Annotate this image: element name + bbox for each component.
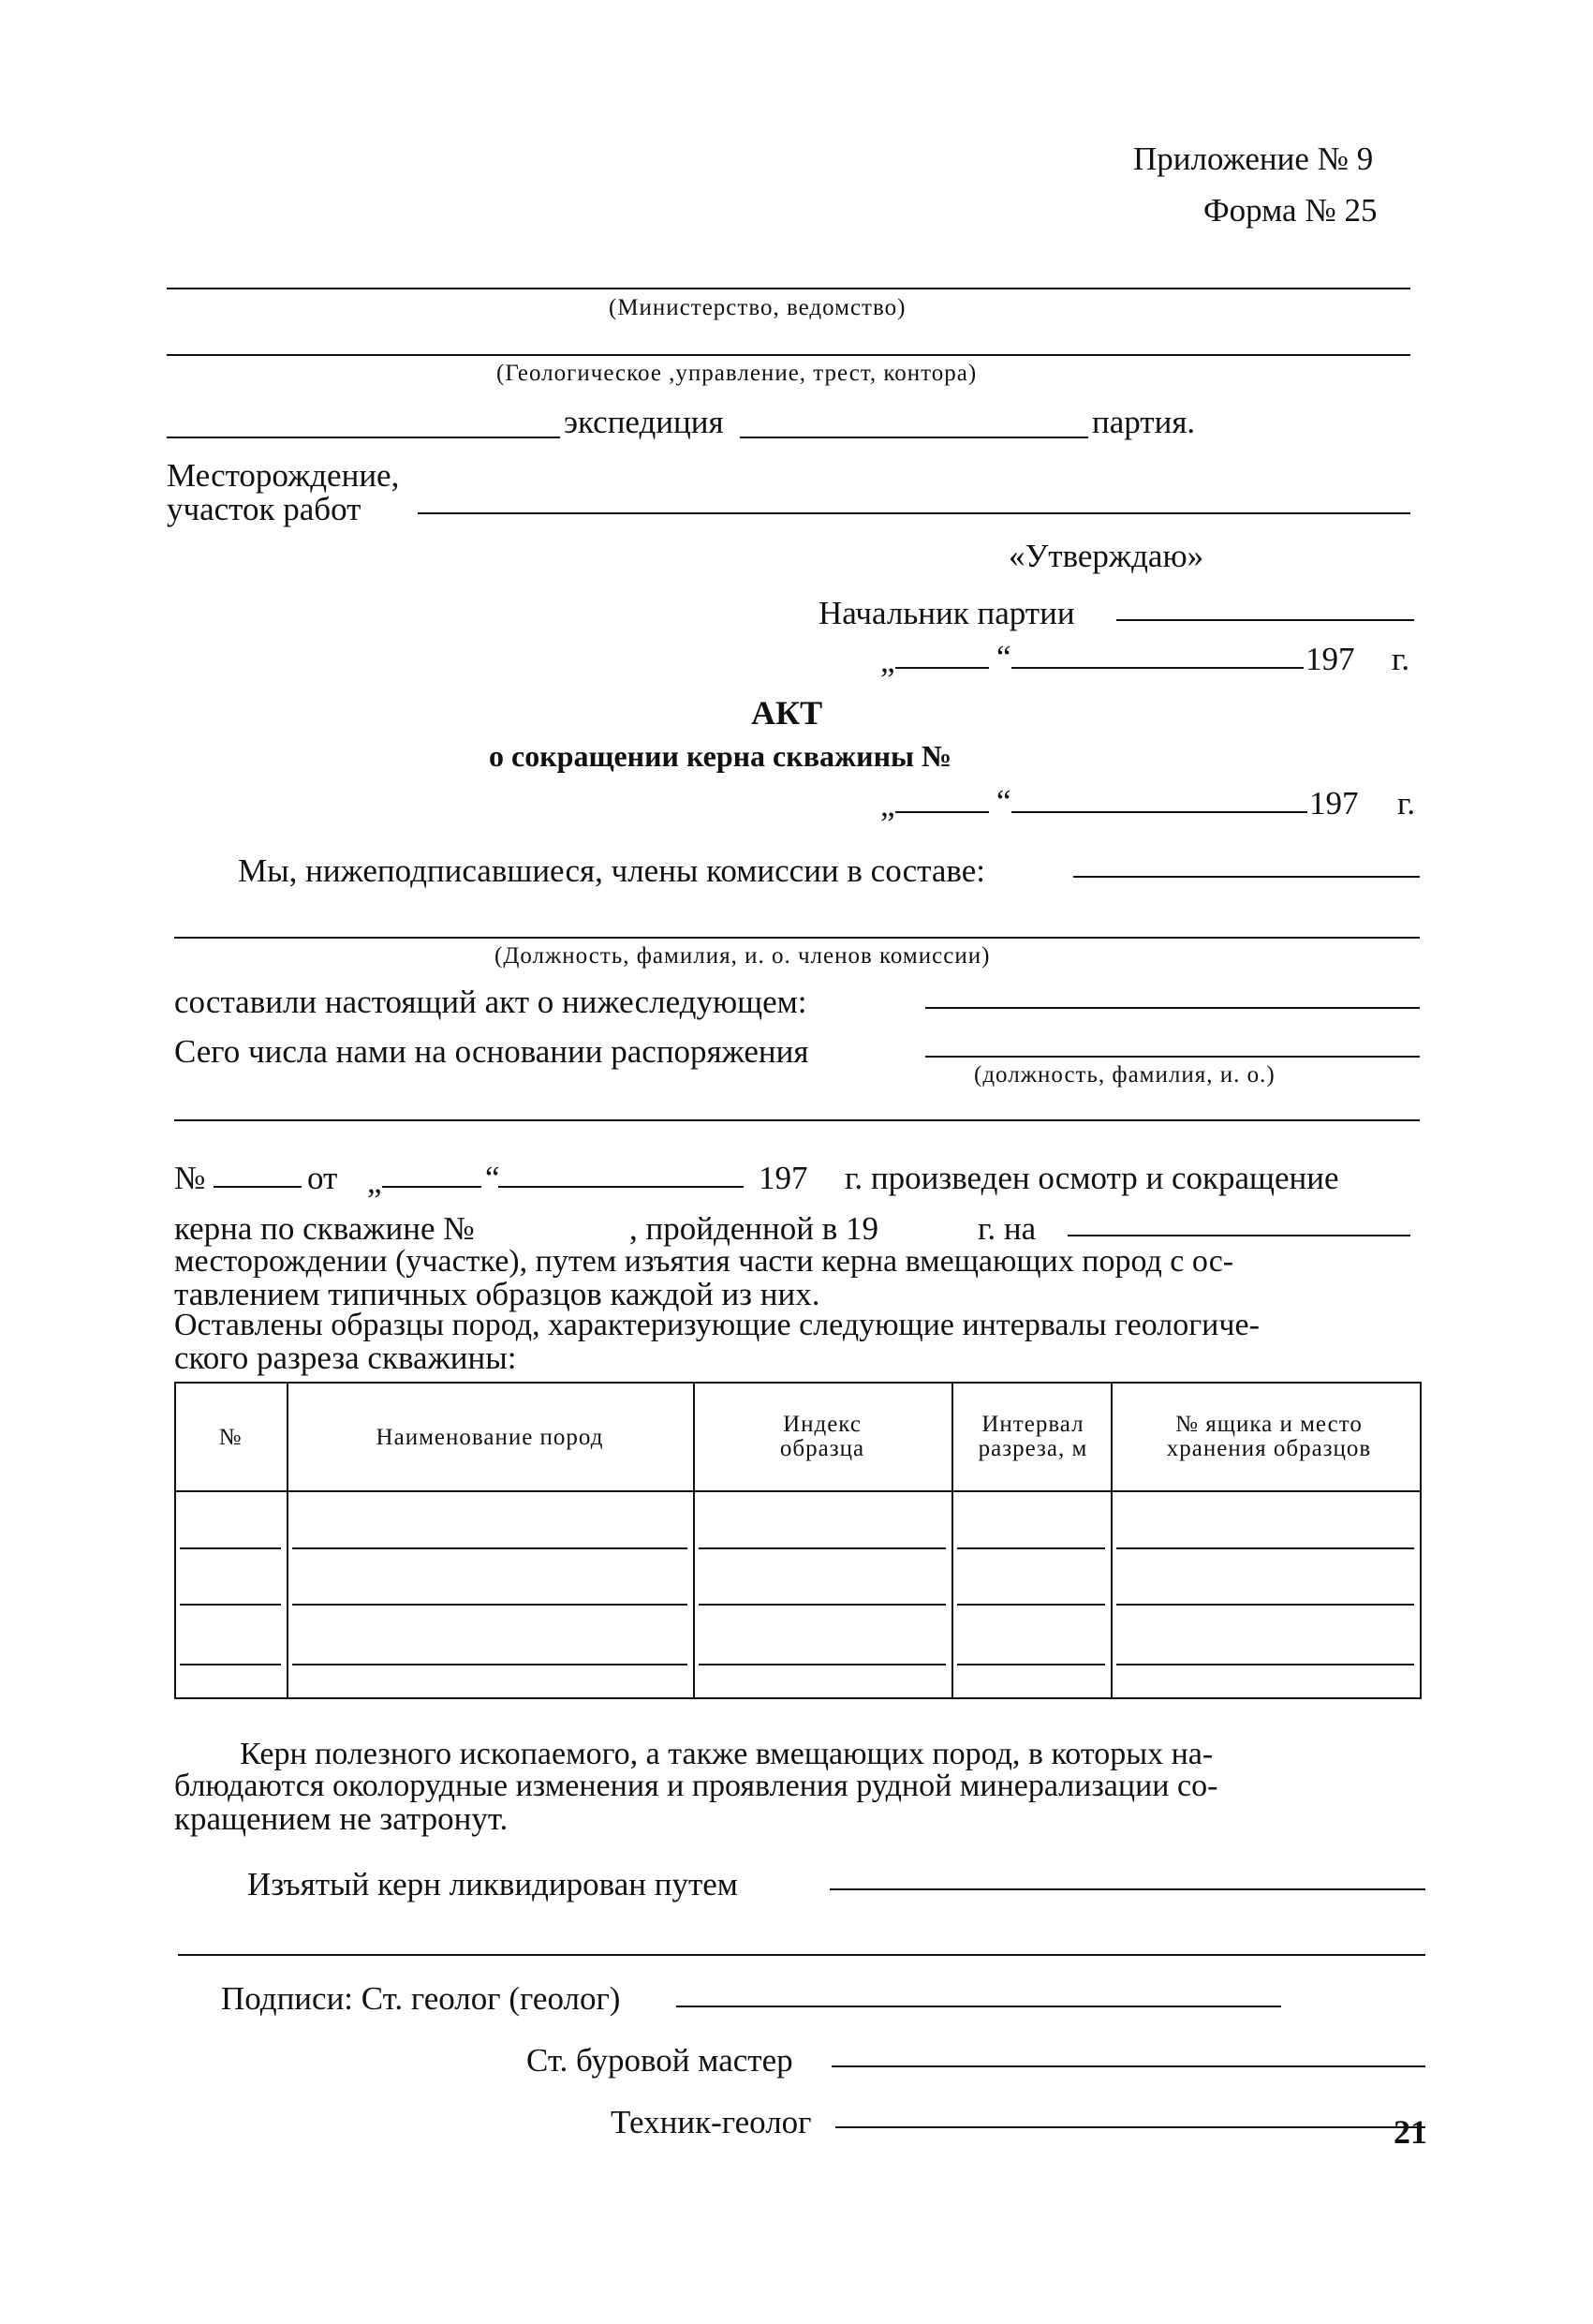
deposit-line[interactable]	[418, 512, 1410, 514]
appendix-number: Приложение № 9	[1133, 141, 1374, 177]
p3-line2: блюдаются околорудные изменения и проявления рудной минерализации со-	[174, 1769, 1218, 1803]
order-day-line[interactable]	[382, 1186, 481, 1188]
table-row[interactable]	[699, 1664, 946, 1665]
table-col-divider	[693, 1382, 695, 1698]
table-row[interactable]	[957, 1547, 1105, 1549]
table-header-bottom	[174, 1490, 1422, 1492]
order-caption: (должность, фамилия, и. о.)	[974, 1062, 1276, 1088]
order-no-label: №	[174, 1160, 206, 1196]
approval-year-suffix: г.	[1392, 641, 1410, 677]
order-from-label: от	[307, 1160, 338, 1196]
deposit-label-line2: участок работ	[167, 491, 361, 527]
table-row[interactable]	[1116, 1547, 1414, 1549]
party-label: партия.	[1092, 404, 1196, 440]
order-text: Сего числа нами на основании распоряжения	[174, 1033, 809, 1070]
approval-day-line[interactable]	[895, 667, 989, 669]
p2-line1: Оставлены образцы пород, характеризующие следующие интервалы геологиче-	[174, 1308, 1260, 1342]
geologist-signature-line[interactable]	[676, 2006, 1281, 2007]
ministry-caption: (Министерство, ведомство)	[609, 295, 907, 320]
table-row[interactable]	[1116, 1604, 1414, 1606]
commission-text: Мы, нижеподписавшиеся, члены комиссии в составе:	[238, 852, 985, 889]
act-quote-close: “	[996, 783, 1011, 820]
p2-line2: ского разреза скважины:	[174, 1340, 517, 1376]
table-bottom-border	[174, 1697, 1422, 1699]
table-top-border	[174, 1382, 1422, 1384]
approval-year: 197	[1305, 641, 1355, 677]
table-header-box-storage: № ящика и место хранения образцов	[1166, 1412, 1372, 1462]
table-col-divider	[1111, 1382, 1113, 1698]
expedition-label: экспедиция	[564, 404, 724, 440]
drill-master-label: Ст. буровой мастер	[526, 2042, 793, 2079]
ministry-line[interactable]	[167, 288, 1410, 289]
act-subtitle: о сокращении керна скважины №	[489, 739, 952, 773]
p3-line1: Керн полезного ископаемого, а также вмещающих пород, в которых на-	[240, 1737, 1214, 1771]
order-no-line[interactable]	[214, 1186, 302, 1188]
act-year: 197	[1309, 785, 1359, 822]
liquidated-line-2[interactable]	[178, 1954, 1425, 1956]
table-row[interactable]	[292, 1604, 687, 1606]
order-month-line[interactable]	[498, 1186, 744, 1188]
deposit-name-line[interactable]	[1068, 1235, 1410, 1236]
commission-line-2[interactable]	[174, 937, 1420, 939]
drill-master-signature-line[interactable]	[832, 2065, 1425, 2067]
order-line-2[interactable]	[174, 1119, 1420, 1121]
compiled-line[interactable]	[925, 1007, 1420, 1009]
p1-line1-b: , пройденной в 19	[629, 1210, 879, 1247]
commission-caption: (Должность, фамилия, и. о. членов комиссии)	[494, 943, 991, 969]
order-year: 197	[759, 1160, 808, 1196]
p1-line2: месторождении (участке), путем изъятия части керна вмещающих пород с ос-	[174, 1244, 1234, 1279]
table-row[interactable]	[292, 1547, 687, 1549]
deposit-label-line1: Месторождение,	[167, 457, 400, 494]
table-header-no: №	[218, 1425, 243, 1450]
approval-quote-close: “	[996, 639, 1011, 675]
inspection-text: г. произведен осмотр и сокращение	[845, 1160, 1339, 1196]
p1-line3: тавлением типичных образцов каждой из них.	[174, 1276, 820, 1312]
table-header-rock-name: Наименование пород	[376, 1425, 604, 1450]
table-row[interactable]	[180, 1664, 281, 1665]
p1-line1-c: г. на	[978, 1210, 1037, 1247]
act-day-line[interactable]	[895, 811, 989, 813]
table-row[interactable]	[957, 1664, 1105, 1665]
table-header-sample-index: Индекс образца	[779, 1412, 865, 1462]
order-quote-open: „	[367, 1163, 382, 1200]
approval-month-line[interactable]	[1011, 667, 1304, 669]
expedition-name-line[interactable]	[167, 437, 560, 438]
party-chief-label: Начальник партии	[819, 595, 1075, 631]
order-quote-close: “	[485, 1160, 500, 1196]
approve-label: «Утверждаю»	[1009, 538, 1204, 574]
liquidated-text: Изъятый керн ликвидирован путем	[247, 1866, 738, 1902]
p3-line3: кращением не затронут.	[174, 1800, 509, 1837]
department-caption: (Геологическое ,управление, трест, контора)	[496, 361, 978, 386]
table-row[interactable]	[957, 1604, 1105, 1606]
table-row[interactable]	[180, 1547, 281, 1549]
act-title: АКТ	[751, 694, 823, 732]
approval-quote-open: „	[880, 643, 895, 679]
order-line[interactable]	[925, 1056, 1420, 1058]
act-month-line[interactable]	[1011, 811, 1307, 813]
liquidated-line[interactable]	[830, 1888, 1425, 1890]
page-number: 21	[1394, 2113, 1427, 2151]
table-row[interactable]	[699, 1547, 946, 1549]
table-col-divider	[951, 1382, 953, 1698]
table-header-interval: Интервал разреза, м	[978, 1412, 1088, 1462]
department-line[interactable]	[167, 354, 1410, 356]
party-name-line[interactable]	[740, 437, 1088, 438]
signatures-label: Подписи: Ст. геолог (геолог)	[221, 1980, 621, 2017]
technician-signature-line[interactable]	[835, 2126, 1425, 2128]
p1-line1-a: керна по скважине №	[174, 1210, 475, 1247]
table-row[interactable]	[292, 1664, 687, 1665]
compiled-text: составили настоящий акт о нижеследующем:	[174, 984, 807, 1020]
table-row[interactable]	[699, 1604, 946, 1606]
commission-line-1[interactable]	[1073, 876, 1420, 878]
act-year-suffix: г.	[1397, 785, 1416, 822]
form-number: Форма № 25	[1203, 192, 1378, 229]
technician-label: Техник-геолог	[611, 2104, 812, 2140]
table-row[interactable]	[1116, 1664, 1414, 1665]
party-chief-line[interactable]	[1116, 619, 1414, 621]
table-right-border	[1420, 1382, 1422, 1698]
table-row[interactable]	[180, 1604, 281, 1606]
act-quote-open: „	[880, 787, 895, 823]
